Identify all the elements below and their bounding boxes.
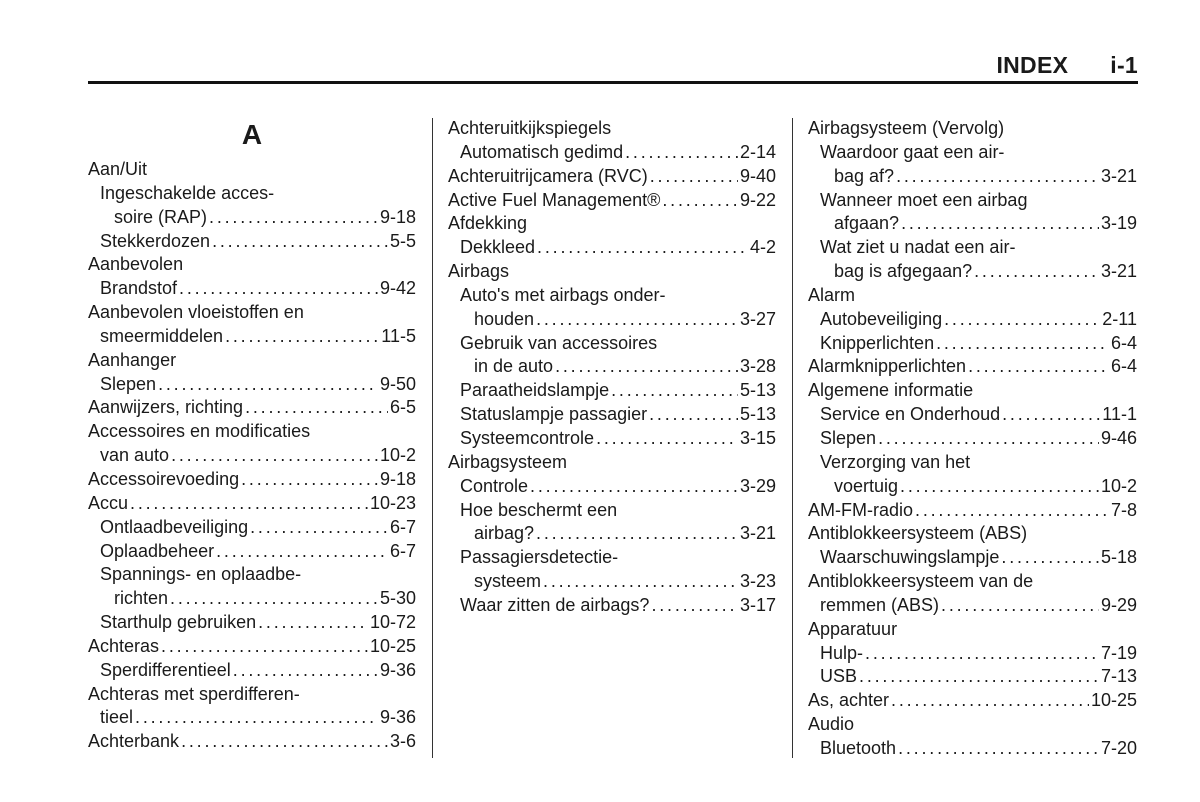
entry-text: Hulp- — [820, 642, 864, 663]
page-reference: 10-72 — [369, 612, 416, 633]
index-subentry — [808, 189, 1137, 213]
page-reference: 7-20 — [1100, 737, 1137, 758]
index-entry — [808, 618, 1137, 642]
page-reference: 10-2 — [379, 445, 416, 466]
entry-text: Achteruitrijcamera (RVC) — [448, 165, 648, 186]
entry-text: Alarmknipperlichten — [808, 356, 967, 377]
page-reference: 10-2 — [1100, 475, 1137, 496]
dot-leader — [536, 522, 738, 546]
page-reference: 3-21 — [1100, 165, 1137, 186]
index-entry — [808, 284, 1137, 308]
page-reference: 2-14 — [739, 141, 776, 162]
dot-leader — [161, 635, 368, 659]
entry-text: Systeemcontrole — [460, 427, 595, 448]
page-reference: 5-5 — [389, 230, 416, 251]
entry-text: Controle — [460, 475, 529, 496]
entry-text: Aanhanger — [88, 349, 177, 370]
dot-leader — [865, 642, 1099, 666]
entry-text: Brandstof — [100, 278, 178, 299]
index-subentry — [448, 284, 776, 308]
dot-leader — [212, 230, 388, 254]
dot-leader — [968, 355, 1109, 379]
dot-leader — [181, 730, 388, 754]
index-subentry — [448, 546, 776, 570]
entry-text: Airbagsysteem (Vervolg) — [808, 118, 1005, 138]
index-subentry — [808, 427, 1137, 451]
index-subentry — [808, 475, 1137, 499]
index-subentry — [88, 587, 416, 611]
index-entry — [88, 683, 416, 707]
entry-text: systeem — [474, 571, 542, 592]
index-subentry — [448, 355, 776, 379]
dot-leader — [241, 468, 378, 492]
entry-text: Antiblokkeersysteem van de — [808, 571, 1034, 592]
page-reference: 9-46 — [1100, 427, 1137, 448]
column-divider-2 — [792, 118, 793, 758]
index-subentry — [808, 665, 1137, 689]
page-reference: 6-7 — [389, 516, 416, 537]
index-subentry — [448, 475, 776, 499]
index-entry — [88, 468, 416, 492]
entry-text: Antiblokkeersysteem (ABS) — [808, 523, 1028, 544]
page-reference: 6-4 — [1110, 356, 1137, 377]
page-reference: 9-22 — [739, 189, 776, 210]
page-reference: 9-18 — [379, 206, 416, 227]
index-subentry — [808, 594, 1137, 618]
index-subentry — [808, 642, 1137, 666]
index-entry — [448, 212, 776, 236]
entry-text: van auto — [100, 445, 170, 466]
entry-text: AM-FM-radio — [808, 499, 914, 520]
entry-text: Statuslampje passagier — [460, 404, 648, 425]
index-entry — [88, 730, 416, 754]
index-column-2 — [448, 117, 776, 618]
entry-text: soire (RAP) — [114, 206, 208, 227]
dot-leader — [1002, 403, 1100, 427]
dot-leader — [209, 206, 378, 230]
entry-text: Starthulp gebruiken — [100, 612, 257, 633]
page-reference: 9-29 — [1100, 594, 1137, 615]
dot-leader — [625, 141, 738, 165]
dot-leader — [233, 659, 378, 683]
entry-text: bag af? — [834, 165, 895, 186]
index-subentry — [88, 230, 416, 254]
dot-leader — [898, 737, 1099, 761]
index-subentry — [448, 499, 776, 523]
entry-text: Accu — [88, 492, 129, 513]
index-entry — [448, 451, 776, 475]
dot-leader — [878, 427, 1099, 451]
page-reference: 9-40 — [739, 165, 776, 186]
page-reference: 3-19 — [1100, 213, 1137, 234]
entry-text: Slepen — [820, 427, 877, 448]
page-reference: 7-19 — [1100, 642, 1137, 663]
page-reference: 2-11 — [1102, 308, 1137, 329]
entry-text: USB — [820, 666, 858, 687]
entry-text: Waar zitten de airbags? — [460, 594, 650, 615]
index-subentry — [88, 182, 416, 206]
entry-text: Sperdifferentieel — [100, 659, 231, 680]
index-subentry — [88, 540, 416, 564]
page-reference: 3-29 — [739, 475, 776, 496]
index-subentry — [88, 706, 416, 730]
index-entry — [88, 158, 416, 182]
page-reference: 3-21 — [739, 523, 776, 544]
index-entry — [88, 396, 416, 420]
entry-text: Dekkleed — [460, 237, 536, 258]
index-subentry — [88, 277, 416, 301]
entry-text: Aan/Uit — [88, 159, 148, 179]
entry-text: Aanbevolen — [88, 254, 184, 275]
index-subentry — [808, 308, 1137, 332]
page-reference: 4-2 — [749, 237, 776, 258]
index-entry — [808, 570, 1137, 594]
entry-text: Spannings- en oplaadbe- — [100, 564, 302, 585]
dot-leader — [941, 594, 1099, 618]
entry-text: Wat ziet u nadat een air- — [820, 237, 1016, 258]
entry-text: Auto's met airbags onder- — [460, 284, 666, 305]
entry-text: bag is afgegaan? — [834, 261, 973, 282]
page-reference: 7-13 — [1100, 666, 1137, 687]
page-reference: 10-25 — [1090, 690, 1137, 711]
page-reference: 9-50 — [379, 373, 416, 394]
entry-text: Wanneer moet een airbag — [820, 189, 1028, 210]
entry-text: afgaan? — [834, 213, 900, 234]
index-subentry — [808, 165, 1137, 189]
index-subentry — [88, 444, 416, 468]
index-entry — [808, 689, 1137, 713]
index-subentry — [448, 236, 776, 260]
index-subentry — [448, 332, 776, 356]
entry-text: smeermiddelen — [100, 325, 224, 346]
dot-leader — [900, 475, 1099, 499]
index-subentry — [448, 594, 776, 618]
index-entry — [88, 420, 416, 444]
index-subentry — [808, 212, 1137, 236]
entry-text: Aanwijzers, richting — [88, 397, 244, 418]
index-subentry — [88, 659, 416, 683]
entry-text: Passagiersdetectie- — [460, 547, 619, 568]
index-subentry — [808, 737, 1137, 761]
entry-text: Achterbank — [88, 731, 180, 752]
entry-text: Airbagsysteem — [448, 451, 568, 472]
dot-leader — [543, 570, 738, 594]
index-subentry — [88, 516, 416, 540]
entry-text: Stekkerdozen — [100, 230, 211, 251]
dot-leader — [158, 373, 378, 397]
entry-text: As, achter — [808, 690, 890, 711]
entry-text: voertuig — [834, 475, 899, 496]
dot-leader — [1001, 546, 1099, 570]
index-subentry — [448, 308, 776, 332]
dot-leader — [245, 396, 388, 420]
dot-leader — [225, 325, 379, 349]
entry-text: Automatisch gedimd — [460, 141, 624, 162]
entry-text: Bluetooth — [820, 737, 897, 758]
page-reference: 5-13 — [739, 404, 776, 425]
entry-text: Apparatuur — [808, 618, 898, 639]
column-divider-1 — [432, 118, 433, 758]
index-subentry — [88, 563, 416, 587]
page-reference: 3-6 — [389, 731, 416, 752]
page-reference: 3-28 — [739, 356, 776, 377]
dot-leader — [530, 475, 738, 499]
entry-text: Achteras — [88, 635, 160, 656]
entry-text: Audio — [808, 714, 855, 735]
entry-text: in de auto — [474, 356, 554, 377]
index-entry — [448, 165, 776, 189]
dot-leader — [179, 277, 378, 301]
index-entry — [808, 499, 1137, 523]
page-reference: 10-25 — [369, 635, 416, 656]
index-subentry — [88, 325, 416, 349]
dot-leader — [896, 165, 1099, 189]
index-subentry — [808, 260, 1137, 284]
page-reference: 3-15 — [739, 427, 776, 448]
entry-text: Paraatheidslampje — [460, 380, 610, 401]
section-letter-heading: A — [241, 119, 263, 150]
index-entry — [448, 189, 776, 213]
page-reference: 9-36 — [379, 659, 416, 680]
page-reference: 5-18 — [1100, 547, 1137, 568]
dot-leader — [859, 665, 1099, 689]
page-reference: 3-21 — [1100, 261, 1137, 282]
index-subentry — [808, 451, 1137, 475]
page-reference: 9-42 — [379, 278, 416, 299]
dot-leader — [915, 499, 1109, 523]
page-reference: 6-4 — [1110, 332, 1137, 353]
entry-text: Algemene informatie — [808, 380, 974, 401]
entry-text: Slepen — [100, 373, 157, 394]
page-reference: 3-27 — [739, 308, 776, 329]
index-subentry — [448, 522, 776, 546]
index-column-1 — [88, 116, 416, 754]
dot-leader — [536, 308, 738, 332]
page-reference: 9-18 — [379, 468, 416, 489]
page-reference: 5-13 — [739, 380, 776, 401]
index-entry — [808, 355, 1137, 379]
index-entry — [88, 349, 416, 373]
entry-text: Waarschuwingslampje — [820, 547, 1000, 568]
dot-leader — [216, 540, 388, 564]
entry-text: airbag? — [474, 523, 535, 544]
page-reference: 6-7 — [389, 540, 416, 561]
page-reference: 11-1 — [1102, 404, 1137, 425]
page-reference: 3-23 — [739, 571, 776, 592]
entry-text: Waardoor gaat een air- — [820, 141, 1005, 162]
page-reference: 9-36 — [379, 707, 416, 728]
dot-leader — [258, 611, 368, 635]
entry-text: Knipperlichten — [820, 332, 935, 353]
index-entry — [88, 635, 416, 659]
entry-text: Accessoires en modificaties — [88, 421, 311, 442]
entry-text: Airbags — [448, 261, 510, 282]
dot-leader — [944, 308, 1100, 332]
index-entry — [808, 713, 1137, 737]
index-entry — [448, 260, 776, 284]
page-reference: 11-5 — [381, 325, 416, 346]
dot-leader — [651, 594, 738, 618]
index-column-3 — [808, 117, 1137, 761]
dot-leader — [171, 444, 378, 468]
dot-leader — [170, 587, 378, 611]
entry-text: houden — [474, 308, 535, 329]
index-subentry — [88, 206, 416, 230]
dot-leader — [649, 403, 738, 427]
index-subentry — [808, 236, 1137, 260]
entry-text: Ingeschakelde acces- — [100, 182, 275, 203]
index-subentry — [448, 141, 776, 165]
index-subentry — [88, 373, 416, 397]
entry-text: Accessoirevoeding — [88, 468, 240, 489]
index-subentry — [808, 403, 1137, 427]
dot-leader — [130, 492, 368, 516]
entry-text: Achteruitkijkspiegels — [448, 118, 612, 138]
page-reference: 10-23 — [369, 492, 416, 513]
index-subentry — [808, 332, 1137, 356]
index-subentry — [448, 379, 776, 403]
index-subentry — [88, 611, 416, 635]
page-number: i-1 — [1110, 52, 1138, 78]
page-reference: 5-30 — [379, 588, 416, 609]
entry-text: Autobeveiliging — [820, 308, 943, 329]
index-entry — [88, 492, 416, 516]
entry-text: Afdekking — [448, 213, 528, 234]
entry-text: Ontlaadbeveiliging — [100, 516, 249, 537]
index-subentry — [808, 141, 1137, 165]
index-subentry — [448, 570, 776, 594]
index-entry — [88, 301, 416, 325]
index-subentry — [448, 427, 776, 451]
entry-text: Hoe beschermt een — [460, 499, 618, 520]
dot-leader — [974, 260, 1099, 284]
dot-leader — [662, 189, 738, 213]
dot-leader — [891, 689, 1089, 713]
entry-text: Verzorging van het — [820, 451, 971, 472]
index-entry — [88, 253, 416, 277]
header-rule — [88, 81, 1138, 84]
entry-text: Alarm — [808, 284, 856, 305]
entry-text: Service en Onderhoud — [820, 404, 1001, 425]
entry-text: Aanbevolen vloeistoffen en — [88, 302, 304, 323]
index-subentry — [448, 403, 776, 427]
page-reference: 3-17 — [739, 594, 776, 615]
index-subentry — [808, 546, 1137, 570]
index-entry — [448, 117, 776, 141]
dot-leader — [936, 332, 1109, 356]
dot-leader — [555, 355, 738, 379]
page-reference: 7-8 — [1110, 499, 1137, 520]
entry-text: Achteras met sperdifferen- — [88, 683, 300, 704]
dot-leader — [611, 379, 738, 403]
page-header — [996, 52, 1138, 79]
dot-leader — [596, 427, 738, 451]
index-entry — [808, 379, 1137, 403]
dot-leader — [901, 212, 1099, 236]
index-entry — [808, 117, 1137, 141]
entry-text: Active Fuel Management® — [448, 189, 661, 210]
entry-text: richten — [114, 588, 169, 609]
page-reference: 6-5 — [389, 397, 416, 418]
dot-leader — [135, 706, 378, 730]
entry-text: Gebruik van accessoires — [460, 332, 658, 353]
entry-text: tieel — [100, 707, 134, 728]
entry-text: remmen (ABS) — [820, 594, 940, 615]
entry-text: Oplaadbeheer — [100, 540, 215, 561]
dot-leader — [537, 236, 748, 260]
index-entry — [808, 522, 1137, 546]
dot-leader — [650, 165, 738, 189]
section-title: INDEX — [996, 52, 1069, 78]
dot-leader — [250, 516, 388, 540]
